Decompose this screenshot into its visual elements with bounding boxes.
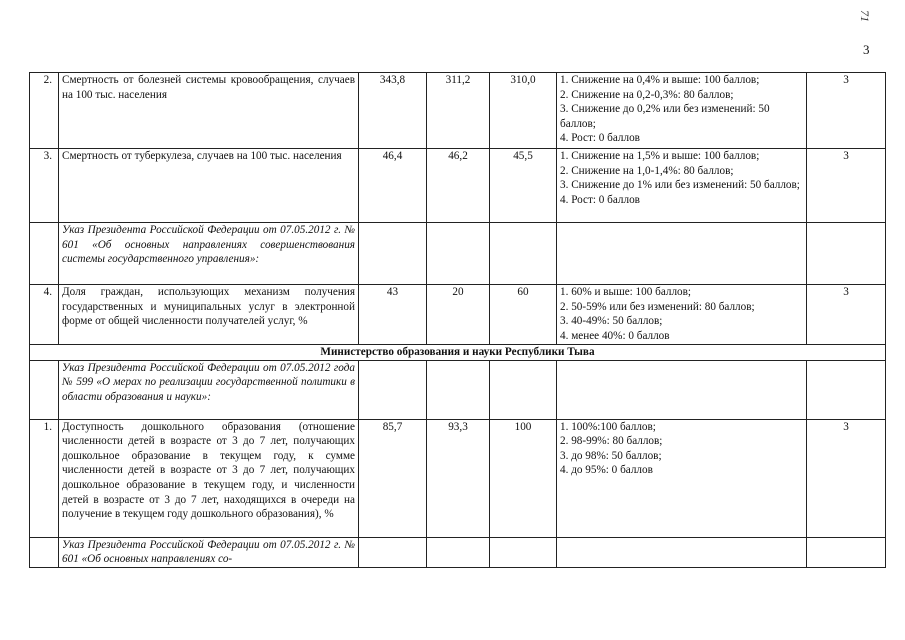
indicator-description: Смертность от болезней системы кровообращения, случаев на 100 тыс. населения: [59, 73, 359, 149]
criteria-cell: [557, 419, 807, 537]
row-number: 1.: [30, 419, 59, 537]
value-cell: 343,8: [359, 73, 427, 149]
value-cell: 45,5: [490, 149, 557, 223]
criteria-line: 2. Снижение на 0,2-0,3%: 80 баллов;: [560, 88, 734, 101]
criteria-cell: [557, 285, 807, 345]
table-row: [30, 345, 886, 361]
table-row: [30, 360, 886, 419]
value-cell: 46,2: [427, 149, 490, 223]
table-row: [30, 223, 886, 285]
empty-cell: [359, 360, 427, 419]
page-number: 3: [863, 42, 870, 57]
value-cell: 311,2: [427, 73, 490, 149]
empty-cell: [359, 223, 427, 285]
table-row: [30, 285, 886, 345]
criteria-cell: [557, 149, 807, 223]
empty-cell: [490, 223, 557, 285]
score-cell: 3: [807, 285, 886, 345]
table-row: [30, 73, 886, 149]
criteria-line: 1. 100%:100 баллов;: [560, 420, 656, 433]
criteria-line: 4. до 95%: 0 баллов: [560, 464, 653, 477]
criteria-line: 3. Снижение до 1% или без изменений: 50 баллов;: [560, 179, 800, 192]
indicator-description: Доступность дошкольного образования (отношение численности детей в возрасте от 3 до 7 лет, получающих дошкольное образование в текущем году, к сумме численности детей в возрасте от 3 до 7 лет, получающих дошкольное образование в текущем году, и численности детей в возрасте от 3 до 7 лет, находящихся в очереди на получение в текущем году дошкольного образования), %: [59, 419, 359, 537]
indicator-description: Смертность от туберкулеза, случаев на 100 тыс. населения: [59, 149, 359, 223]
empty-cell: [807, 537, 886, 567]
criteria-line: 2. 50-59% или без изменений: 80 баллов;: [560, 300, 755, 313]
empty-cell: [427, 537, 490, 567]
criteria-line: 4. Рост: 0 баллов: [560, 193, 640, 206]
empty-cell: [427, 223, 490, 285]
empty-cell: [807, 360, 886, 419]
score-cell: 3: [807, 419, 886, 537]
empty-cell: [30, 223, 59, 285]
value-cell: 93,3: [427, 419, 490, 537]
empty-cell: [359, 537, 427, 567]
criteria-cell: [557, 73, 807, 149]
table-row: [30, 537, 886, 567]
empty-cell: [557, 537, 807, 567]
criteria-line: 1. Снижение на 0,4% и выше: 100 баллов;: [560, 74, 760, 86]
empty-cell: [30, 360, 59, 419]
empty-cell: [490, 360, 557, 419]
decree-reference: Указ Президента Российской Федерации от 07.05.2012 г. № 601 «Об основных направлениях совершенствования системы государственного управления»:: [59, 223, 359, 285]
corner-page-mark: 71: [858, 10, 872, 22]
value-cell: 46,4: [359, 149, 427, 223]
criteria-line: 2. Снижение на 1,0-1,4%: 80 баллов;: [560, 164, 734, 177]
row-number: 4.: [30, 285, 59, 345]
value-cell: 85,7: [359, 419, 427, 537]
criteria-line: 4. Рост: 0 баллов: [560, 132, 640, 145]
criteria-line: 1. Снижение на 1,5% и выше: 100 баллов;: [560, 150, 760, 162]
criteria-line: 3. до 98%: 50 баллов;: [560, 449, 662, 462]
criteria-line: 4. менее 40%: 0 баллов: [560, 329, 670, 342]
criteria-line: 1. 60% и выше: 100 баллов;: [560, 286, 692, 298]
section-title: Министерство образования и науки Республики Тыва: [30, 345, 886, 361]
empty-cell: [557, 223, 807, 285]
criteria-line: 3. 40-49%: 50 баллов;: [560, 315, 663, 328]
decree-reference: Указ Президента Российской Федерации от 07.05.2012 года № 599 «О мерах по реализации государственной политики в области образования и науки»:: [59, 360, 359, 419]
empty-cell: [490, 537, 557, 567]
criteria-line: 3. Снижение до 0,2% или без изменений: 50 баллов;: [560, 103, 770, 130]
score-cell: 3: [807, 149, 886, 223]
empty-cell: [557, 360, 807, 419]
indicator-description: Доля граждан, использующих механизм получения государственных и муниципальных услуг в электронной форме от общей численности получателей услуг, %: [59, 285, 359, 345]
empty-cell: [427, 360, 490, 419]
empty-cell: [30, 537, 59, 567]
decree-reference: Указ Президента Российской Федерации от 07.05.2012 г. № 601 «Об основных направлениях со-: [59, 537, 359, 567]
indicators-table: [29, 72, 886, 568]
table-row: [30, 419, 886, 537]
value-cell: 60: [490, 285, 557, 345]
empty-cell: [807, 223, 886, 285]
value-cell: 310,0: [490, 73, 557, 149]
value-cell: 43: [359, 285, 427, 345]
row-number: 2.: [30, 73, 59, 149]
table-row: [30, 149, 886, 223]
score-cell: 3: [807, 73, 886, 149]
criteria-line: 2. 98-99%: 80 баллов;: [560, 435, 663, 448]
value-cell: 20: [427, 285, 490, 345]
row-number: 3.: [30, 149, 59, 223]
value-cell: 100: [490, 419, 557, 537]
